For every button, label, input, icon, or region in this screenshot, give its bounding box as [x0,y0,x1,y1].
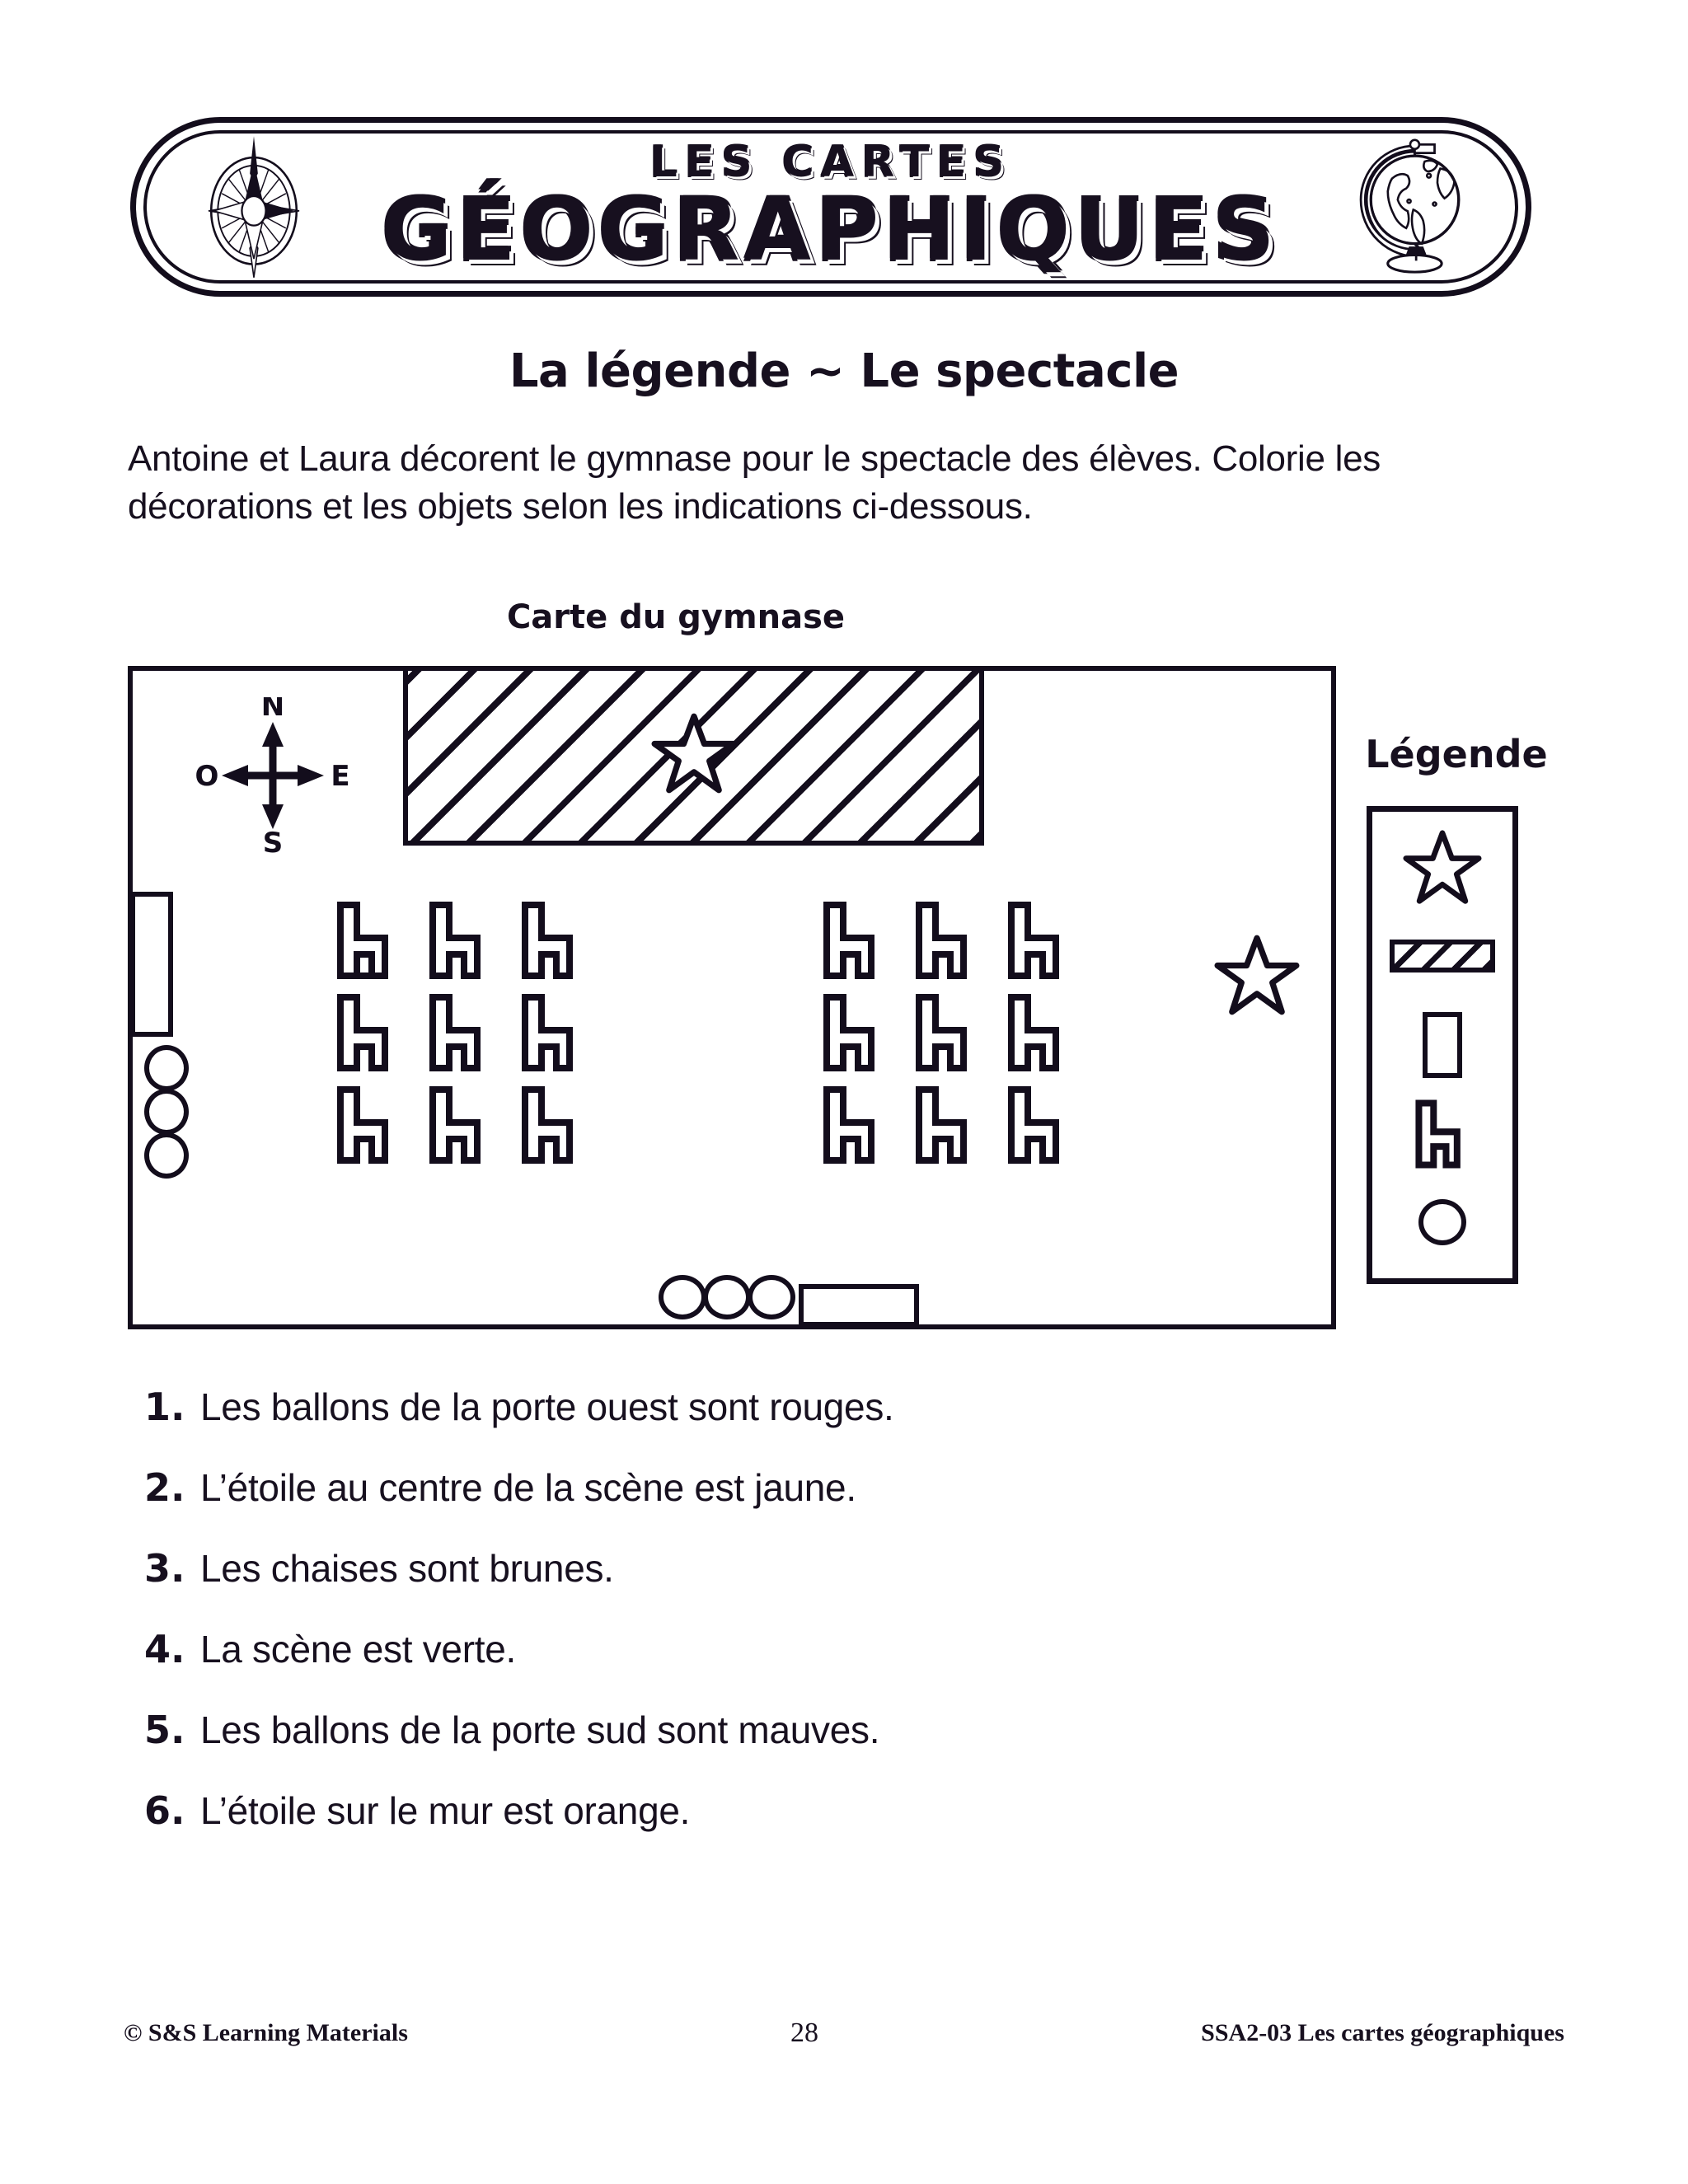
instruction-item [144,1788,1545,1869]
instruction-text: La scène est verte. [200,1628,516,1671]
instruction-number: 5. [144,1708,185,1752]
circle-icon [1418,1199,1466,1245]
balloon [144,1132,189,1179]
wall-star-icon [1214,933,1300,1019]
legend-item-stage [1372,916,1512,996]
chair-icon [522,1086,583,1164]
hatched-rectangle-icon [1390,940,1495,972]
legend-item-door [1372,1005,1512,1085]
chair-icon [823,1086,884,1164]
star-icon [1403,828,1482,907]
banner-title-block [342,128,1320,286]
chair-icon [823,994,884,1071]
legend-title: Légende [1365,732,1548,776]
legend-item-chair [1372,1094,1512,1174]
page-footer [124,2018,1564,2049]
instruction-text: Les ballons de la porte sud sont mauves. [200,1708,880,1751]
chair-icon [916,994,977,1071]
instruction-number: 4. [144,1627,185,1671]
balloons-south-group [659,1275,792,1319]
balloon [748,1275,795,1319]
chair-icon [522,902,583,979]
instruction-item [144,1627,1545,1708]
chair-icon [429,1086,490,1164]
banner-title-line2: GÉOGRAPHIQUES [382,180,1280,280]
instruction-item [144,1465,1545,1546]
chair-icon [1008,994,1069,1071]
chair-icon [522,994,583,1071]
chair-icon [1008,902,1069,979]
instruction-number: 2. [144,1465,185,1510]
compass-label-south: S [262,827,284,854]
balloon [144,1089,189,1135]
banner-title-line1: LES CARTES [649,138,1012,187]
door-west [130,892,173,1037]
legend-item-star [1372,828,1512,907]
compass-label-east: E [331,760,350,793]
instruction-item [144,1546,1545,1627]
balloon [703,1275,751,1319]
globe-icon [1341,136,1483,278]
page-title: La légende ~ Le spectacle [509,344,1179,398]
chair-icon [429,994,490,1071]
intro-paragraph: Antoine et Laura décorent le gymnase pour le spectacle des élèves. Colorie les décorations et les objets selon les indications ci-dessous. [128,438,1381,527]
chairs-left-group [337,902,614,1179]
instruction-text: L’étoile au centre de la scène est jaune. [200,1466,856,1509]
legend-item-balloon [1372,1183,1512,1262]
chair-icon [823,902,884,979]
instruction-number: 6. [144,1788,185,1833]
instructions-list [144,1385,1545,1869]
instruction-number: 3. [144,1546,185,1591]
footer-copyright: © S&S Learning Materials [124,2019,408,2046]
chair-icon [916,1086,977,1164]
gymnasium-map [128,666,1336,1329]
legend-box [1367,806,1518,1284]
chair-icon [337,1086,398,1164]
rectangle-icon [1423,1012,1462,1078]
instruction-item [144,1385,1545,1465]
chair-icon [1415,1099,1470,1169]
compass-label-west: O [195,760,219,793]
stage-star-icon [651,711,737,797]
footer-reference: SSA2-03 Les cartes géographiques [1201,2019,1564,2046]
chair-icon [1008,1086,1069,1164]
door-south [799,1284,919,1327]
chair-icon [337,902,398,979]
map-title: Carte du gymnase [506,598,846,636]
instruction-text: L’étoile sur le mur est orange. [200,1789,691,1832]
footer-page-number: 28 [790,2018,819,2048]
instruction-item [144,1708,1545,1788]
header-banner [130,117,1531,297]
chair-icon [337,994,398,1071]
balloon [659,1275,706,1319]
instruction-text: Les ballons de la porte ouest sont rouges. [200,1385,894,1428]
chairs-right-group [823,902,1100,1179]
instruction-text: Les chaises sont brunes. [200,1547,614,1590]
chair-icon [429,902,490,979]
chair-icon [916,902,977,979]
balloon [144,1045,189,1091]
map-compass-icon [190,697,355,854]
compass-label-north: N [260,697,285,723]
instruction-number: 1. [144,1385,185,1429]
compass-rose-icon [184,134,324,280]
stage-area [403,671,984,846]
balloons-west-group [144,1045,189,1176]
